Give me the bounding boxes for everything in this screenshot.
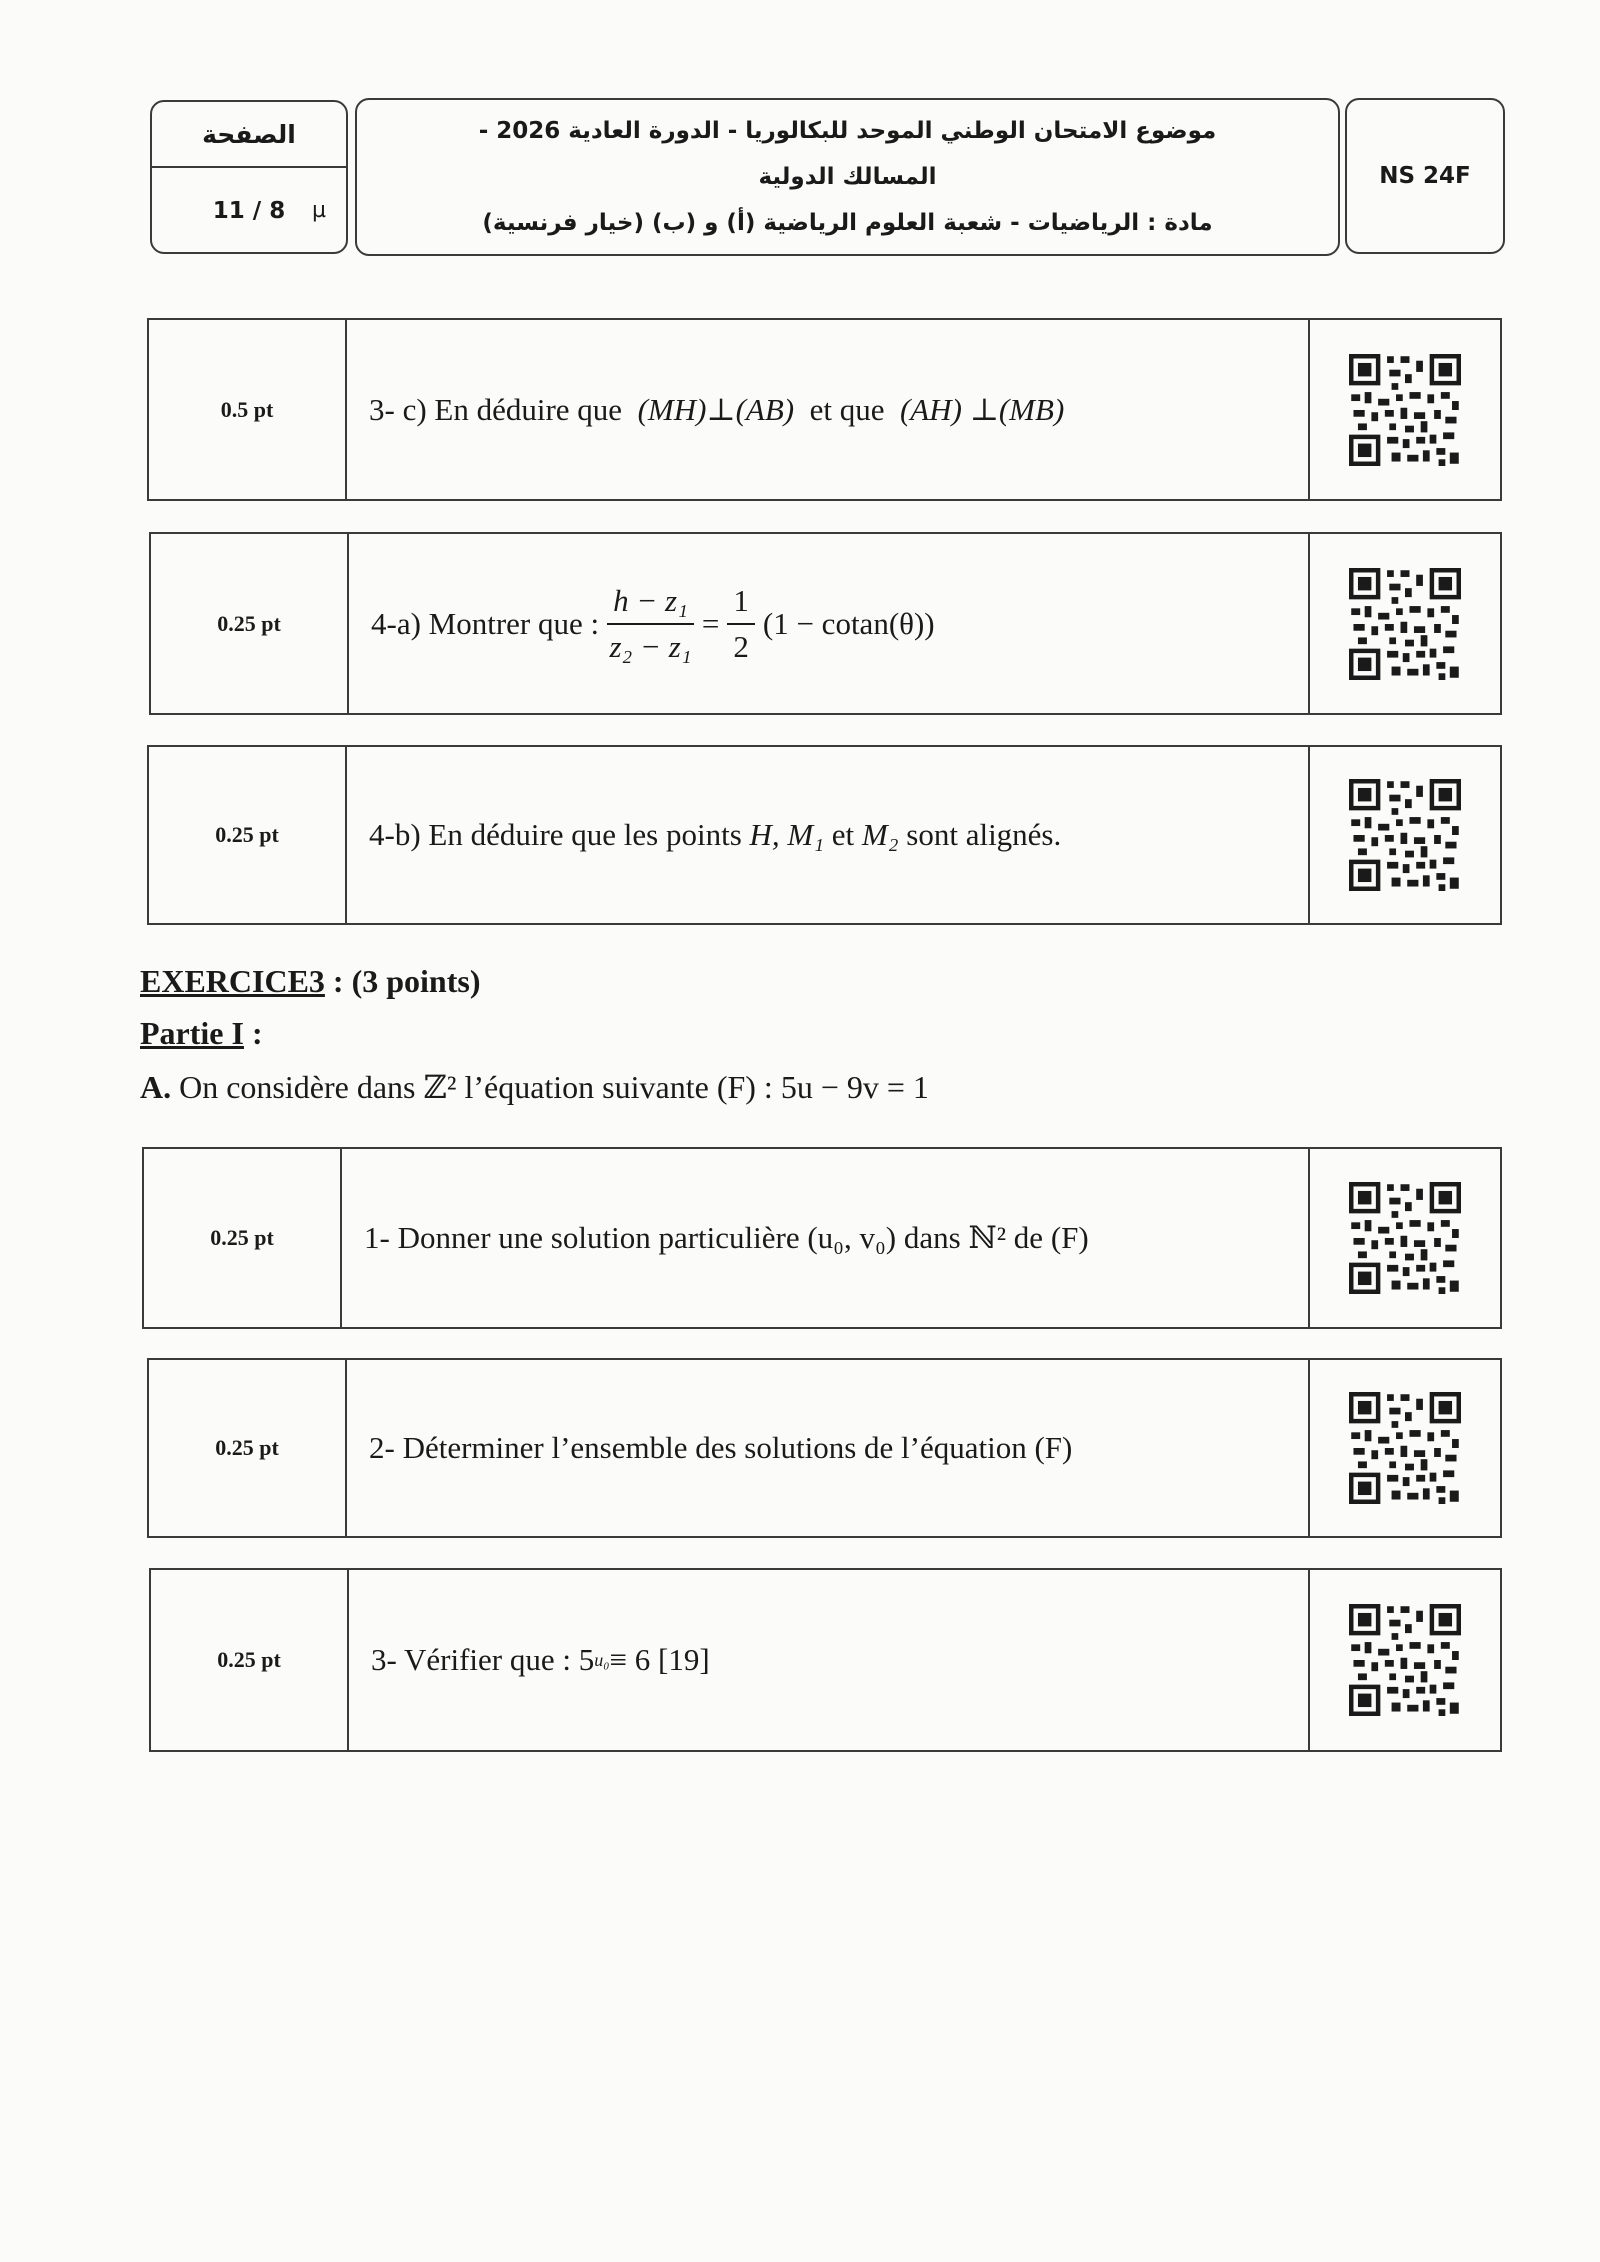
q3-exponent: u₀	[594, 1649, 610, 1670]
exam-title-line3: مادة : الرياضيات - شعبة العلوم الرياضية (أ) و (ب) (خيار فرنسية)	[482, 210, 1213, 236]
exercise-intro	[140, 1068, 929, 1106]
question-2-row	[147, 1358, 1502, 1538]
q4b-suffix: sont alignés.	[906, 817, 1062, 852]
q3-prefix: 3- Vérifier que : 5	[371, 1642, 595, 1677]
intro-label: A.	[140, 1069, 172, 1105]
part-heading	[140, 1015, 263, 1052]
q3c-mid: et que	[809, 391, 885, 427]
part-colon: :	[243, 1015, 263, 1051]
exercise-title: EXERCICE3	[140, 963, 325, 999]
point-m2: M₂	[861, 817, 899, 852]
exercise-points: : (3 points)	[324, 963, 481, 999]
question-4a-row	[149, 532, 1502, 715]
question-text: 2- Déterminer l’ensemble des solutions de l’équation (F)	[369, 1430, 1073, 1465]
question-text: 1- Donner une solution particulière (u₀, v₀) dans ℕ² de (F)	[364, 1220, 1089, 1255]
question-points: 0.25 pt	[151, 1570, 349, 1750]
intro-text: On considère dans ℤ² l’équation suivante (F) : 5u − 9v = 1	[179, 1069, 929, 1105]
question-points: 0.5 pt	[149, 320, 347, 499]
question-points: 0.25 pt	[144, 1149, 342, 1327]
qr-code-icon	[1308, 747, 1500, 923]
question-4b-row	[147, 745, 1502, 925]
q4a-prefix: 4-a) Montrer que :	[371, 605, 600, 641]
half-fraction	[727, 583, 755, 665]
point-m1: M₁	[787, 817, 825, 852]
fraction	[607, 583, 694, 665]
qr-code-icon	[1308, 320, 1500, 499]
question-3-row	[149, 1568, 1502, 1752]
q3c-relation-b: (AH) ⊥(MB)	[899, 391, 1065, 427]
page-label: الصفحة	[152, 102, 346, 168]
mu-mark: µ	[312, 198, 326, 223]
q4a-rest: (1 − cotan(θ))	[762, 605, 935, 641]
exam-title-line2: المسالك الدولية	[758, 164, 937, 190]
exam-title-box	[355, 98, 1340, 256]
qr-code-icon	[1308, 534, 1500, 713]
question-1-row	[142, 1147, 1502, 1329]
question-points: 0.25 pt	[149, 747, 347, 923]
half-denominator: 2	[733, 628, 749, 664]
equals-sign: =	[701, 605, 720, 641]
fraction-denominator: z₂ − z₁	[609, 628, 692, 664]
fraction-numerator: h − z₁	[607, 583, 694, 625]
q4b-prefix: 4-b) En déduire que les points	[369, 817, 742, 852]
question-text	[369, 747, 1300, 923]
question-3c-row	[147, 318, 1502, 501]
question-text	[371, 534, 1300, 713]
exam-title-line1: موضوع الامتحان الوطني الموحد للبكالوريا - الدورة العادية 2026 -	[478, 118, 1217, 144]
q3c-prefix: 3- c) En déduire que	[369, 391, 623, 427]
qr-code-icon	[1308, 1149, 1500, 1327]
qr-code-icon	[1308, 1360, 1500, 1536]
point-h: H,	[749, 817, 780, 852]
question-points: 0.25 pt	[149, 1360, 347, 1536]
exam-code: NS 24F	[1345, 98, 1505, 254]
q3-suffix: ≡ 6 [19]	[609, 1642, 710, 1677]
half-numerator: 1	[727, 583, 755, 625]
page-number-box	[150, 100, 348, 254]
q3c-relation-a: (MH)⊥(AB)	[637, 391, 795, 427]
exercise-heading	[140, 963, 480, 1000]
part-title: Partie I	[140, 1015, 244, 1051]
question-points: 0.25 pt	[151, 534, 349, 713]
question-text	[369, 320, 1300, 499]
qr-code-icon	[1308, 1570, 1500, 1750]
page-number: 11 / 8	[212, 198, 286, 224]
q4b-et: et	[831, 817, 855, 852]
question-text	[371, 1570, 1300, 1750]
